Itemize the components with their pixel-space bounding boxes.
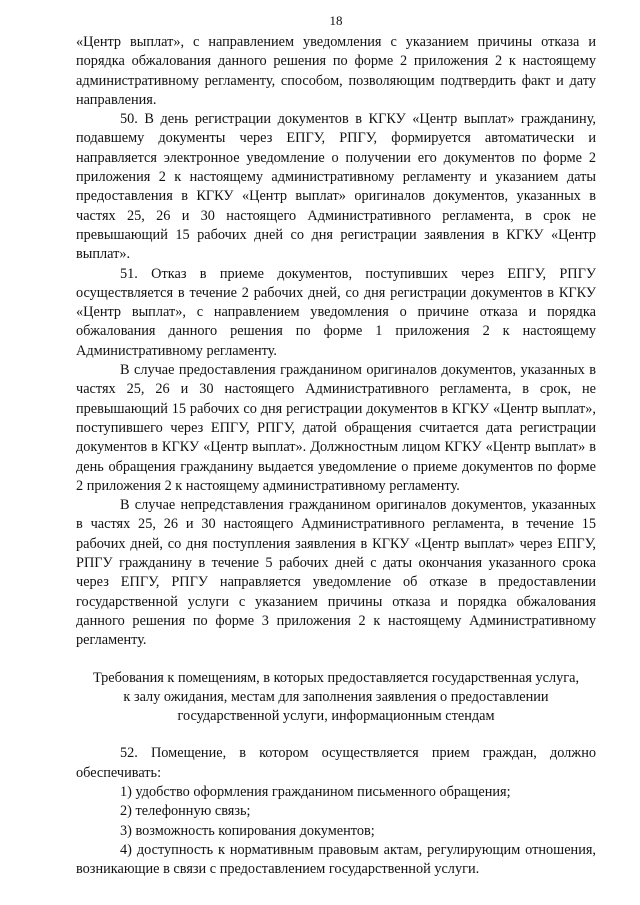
body-text-bottom (76, 744, 596, 879)
list-item: 2) телефонную связь; (120, 803, 251, 820)
section-heading-line-2: к залу ожидания, местам для заполнения заявления о предоставлении (123, 688, 549, 705)
section-heading (76, 669, 596, 727)
section-heading-line-1: Требования к помещениям, в которых предоставляется государственная услуга, (92, 669, 580, 686)
list-item: 3) возможность копирования документов; (120, 822, 375, 839)
paragraph-50: 50. В день регистрации документов в КГКУ «Центр выплат» гражданину, подавшему документы через ЕПГУ, РПГУ, формируется автоматически и направляется электронное уведомление о получении его документов по форме 2 приложения 2 к настоящему административному регламенту и указанием даты предоставления в КГКУ «Центр выплат» оригиналов документов, указанных в частях 25, 26 и 30 настоящего Административного регламента, в срок не превышающий 15 рабочих дней со дня регистрации заявления в КГКУ «Центр выплат». (76, 111, 596, 263)
page-number: 18 (329, 13, 343, 28)
section-heading-line-3: государственной услуги, информационным стендам (177, 708, 495, 725)
list-item: 1) удобство оформления гражданином письменного обращения; (120, 783, 511, 800)
paragraph-originals-provided: В случае предоставления гражданином оригиналов документов, указанных в частях 25, 26 и 30 настоящего Административного регламента, в срок, не превышающий 15 рабочих со дня регистрации документов в КГКУ «Центр выплат», поступившего через ЕПГУ, РПГУ, датой обращения считается дата регистрации документов в КГКУ «Центр выплат». Должностным лицом КГКУ «Центр выплат» в день обращения гражданину выдается уведомление о приеме документов по форме 2 приложения 2 к настоящему административному регламенту. (76, 362, 596, 494)
body-text-top (76, 33, 596, 651)
paragraph-52: 52. Помещение, в котором осуществляется прием граждан, должно обеспечивать: (76, 745, 596, 781)
paragraph-51: 51. Отказ в приеме документов, поступивших через ЕПГУ, РПГУ осуществляется в течение 2 рабочих дней, со дня регистрации документов в КГКУ «Центр выплат», с направлением уведомления о причине отказа и порядка обжалования данного решения по форме 1 приложения 2 к настоящему Административному регламенту. (76, 265, 596, 359)
list-item: 4) доступность к нормативным правовым актам, регулирующим отношения, возникающие в связи с предоставлением государственной услуги. (76, 841, 596, 878)
paragraph-originals-not-provided: В случае непредставления гражданином оригиналов документов, указанных в частях 25, 26 и 30 настоящего Административного регламента, в течение 15 рабочих дней, со дня поступления заявления в КГКУ «Центр выплат» через ЕПГУ, РПГУ гражданину в течение 5 рабочих дней с даты окончания указанного срока через ЕПГУ, РПГУ направляется уведомление об отказе в предоставлении государственной услуги с указанием причины отказа и порядка обжалования данного решения по форме 3 приложения 2 к настоящему Административному регламенту. (76, 497, 596, 649)
paragraph-continuation: «Центр выплат», с направлением уведомления с указанием причины отказа и порядка обжалования данного решения по форме 2 приложения 2 к настоящему административному регламенту, способом, позволяющим подтвердить факт и дату направления. (76, 34, 596, 108)
